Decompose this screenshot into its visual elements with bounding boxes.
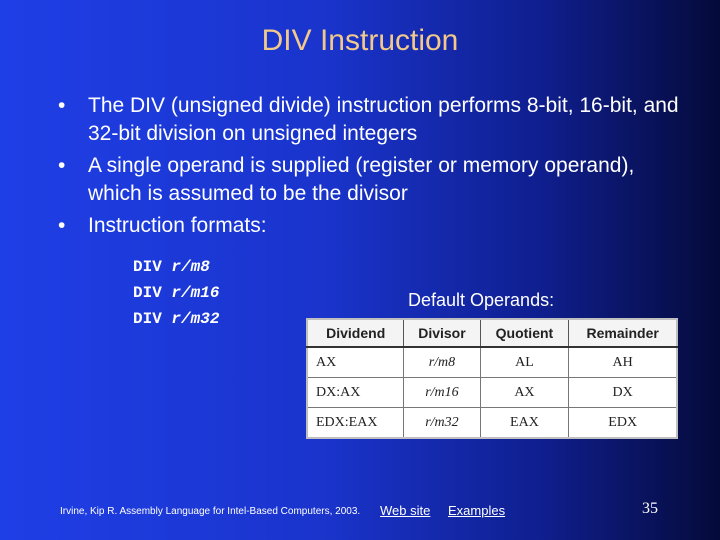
cell-remainder: AH	[569, 347, 677, 378]
format-operand: r/m16	[171, 284, 220, 302]
default-operands-label: Default Operands:	[408, 290, 555, 310]
bullet-item	[58, 212, 688, 240]
format-mnemonic: DIV	[133, 310, 162, 328]
bullet-icon: •	[58, 94, 66, 117]
examples-link[interactable]: Examples	[448, 503, 506, 518]
bullet-list	[58, 92, 688, 244]
table-row	[307, 408, 677, 439]
format-operand: r/m8	[171, 258, 210, 276]
cell-divisor: r/m32	[404, 408, 480, 439]
cell-remainder: EDX	[569, 408, 677, 439]
page-number: 35	[642, 500, 658, 517]
instruction-formats	[133, 254, 219, 332]
header-dividend: Dividend	[307, 319, 404, 347]
bullet-icon: •	[58, 154, 66, 177]
header-quotient: Quotient	[480, 319, 569, 347]
cell-quotient: EAX	[480, 408, 569, 439]
bullet-text: Instruction formats:	[88, 214, 267, 237]
cell-dividend: AX	[307, 347, 404, 378]
cell-quotient: AX	[480, 378, 569, 408]
bullet-text: A single operand is supplied (register or memory operand), which is assumed to be the divisor	[88, 154, 635, 205]
cell-quotient: AL	[480, 347, 569, 378]
format-line	[133, 306, 219, 332]
format-line	[133, 254, 219, 280]
cell-divisor: r/m8	[404, 347, 480, 378]
cell-dividend: DX:AX	[307, 378, 404, 408]
format-mnemonic: DIV	[133, 258, 162, 276]
cell-remainder: DX	[569, 378, 677, 408]
header-divisor: Divisor	[404, 319, 480, 347]
table-row	[307, 347, 677, 378]
bullet-item	[58, 92, 688, 148]
web-site-link[interactable]: Web site	[380, 503, 431, 518]
format-line	[133, 280, 219, 306]
format-operand: r/m32	[171, 310, 220, 328]
slide-title: DIV Instruction	[261, 24, 459, 57]
bullet-icon: •	[58, 214, 66, 237]
table-row	[307, 378, 677, 408]
header-remainder: Remainder	[569, 319, 677, 347]
cell-divisor: r/m16	[404, 378, 480, 408]
format-mnemonic: DIV	[133, 284, 162, 302]
cell-dividend: EDX:EAX	[307, 408, 404, 439]
default-operands-table	[306, 318, 678, 439]
footer-citation: Irvine, Kip R. Assembly Language for Intel-Based Computers, 2003.	[60, 506, 361, 517]
table-header-row	[307, 319, 677, 347]
bullet-item	[58, 152, 688, 208]
bullet-text: The DIV (unsigned divide) instruction performs 8-bit, 16-bit, and 32-bit division on unsigned integers	[88, 94, 679, 145]
